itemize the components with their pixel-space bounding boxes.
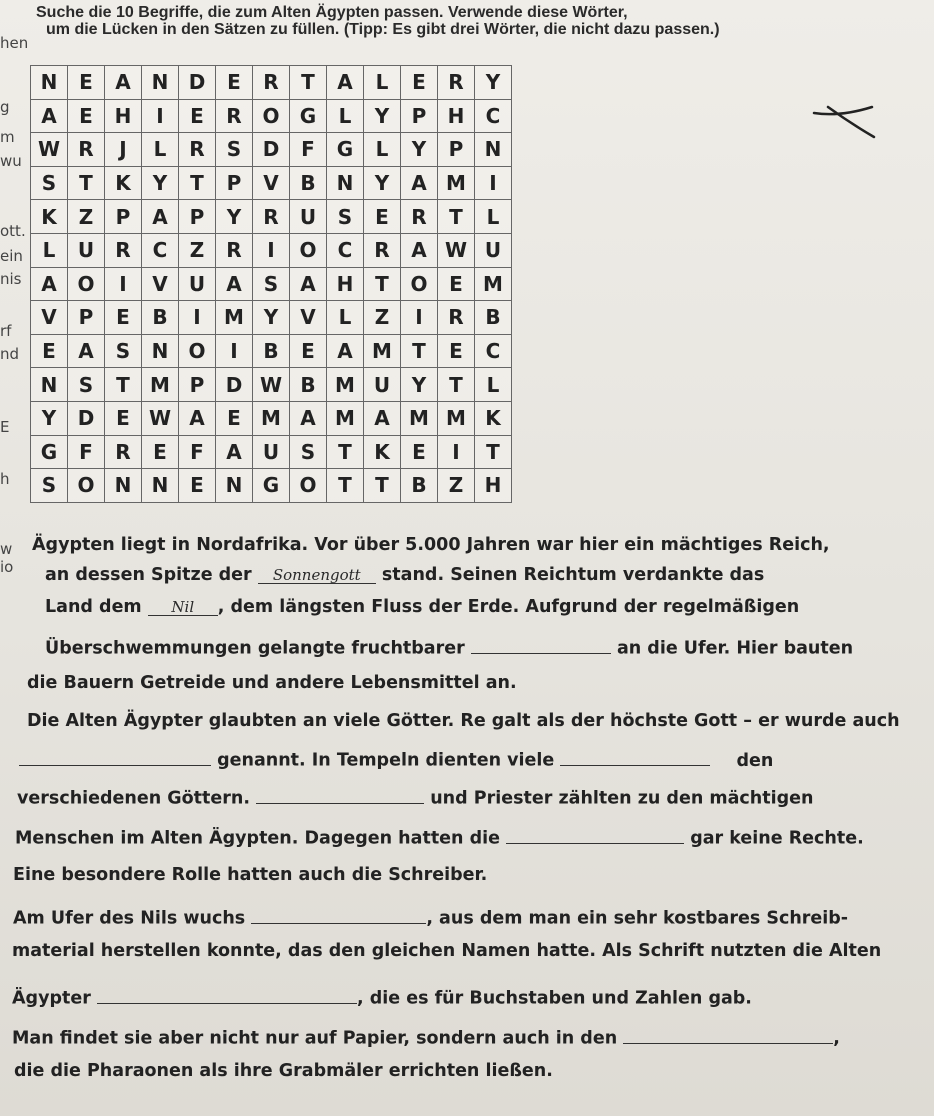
grid-letter-cell[interactable]: E	[179, 100, 216, 134]
grid-letter-cell[interactable]: R	[105, 436, 142, 470]
margin-fragment: w	[0, 540, 13, 558]
sentence: material herstellen konnte, das den gleichen Namen hatte. Als Schrift nutzten die Alten	[12, 941, 882, 961]
grid-letter-cell[interactable]: W	[438, 234, 475, 268]
grid-letter-cell[interactable]: E	[290, 335, 327, 369]
blank-field[interactable]	[256, 785, 424, 804]
sentence: , dem längsten Fluss der Erde. Aufgrund der regelmäßigen	[217, 597, 800, 617]
sentence: die die Pharaonen als ihre Grabmäler errichten ließen.	[14, 1061, 553, 1081]
grid-letter-cell[interactable]: I	[438, 436, 475, 470]
grid-letter-cell[interactable]: I	[253, 234, 290, 268]
grid-letter-cell[interactable]: I	[216, 335, 253, 369]
sentence: verschiedenen Göttern.	[17, 788, 251, 809]
grid-letter-cell[interactable]: N	[142, 469, 179, 503]
grid-letter-cell[interactable]: N	[216, 469, 253, 503]
grid-letter-cell[interactable]: W	[142, 402, 179, 436]
grid-letter-cell[interactable]: Y	[253, 301, 290, 335]
grid-letter-cell[interactable]: Y	[216, 200, 253, 234]
grid-letter-cell[interactable]: O	[68, 469, 105, 503]
grid-letter-cell[interactable]: N	[142, 335, 179, 369]
grid-letter-cell[interactable]: A	[401, 234, 438, 268]
grid-letter-cell[interactable]: Y	[31, 402, 68, 436]
blank-field[interactable]	[506, 825, 684, 844]
sentence: Menschen im Alten Ägypten. Dagegen hatten die	[15, 828, 500, 849]
margin-fragment: hen	[0, 34, 29, 52]
sentence: Eine besondere Rolle hatten auch die Schreiber.	[13, 865, 488, 885]
grid-letter-cell[interactable]: B	[253, 335, 290, 369]
grid-letter-cell[interactable]: F	[290, 133, 327, 167]
grid-letter-cell[interactable]: N	[142, 66, 179, 100]
grid-letter-cell[interactable]: R	[68, 133, 105, 167]
grid-letter-cell[interactable]: S	[253, 268, 290, 302]
grid-letter-cell[interactable]: O	[290, 234, 327, 268]
grid-letter-cell[interactable]: A	[327, 335, 364, 369]
grid-letter-cell[interactable]: T	[438, 368, 475, 402]
grid-letter-cell[interactable]: P	[438, 133, 475, 167]
text-line-1	[32, 535, 830, 555]
text-line-10	[13, 865, 487, 885]
grid-letter-cell[interactable]: P	[68, 301, 105, 335]
instructions	[36, 4, 916, 38]
grid-letter-cell[interactable]: V	[142, 268, 179, 302]
grid-letter-cell[interactable]: E	[438, 268, 475, 302]
grid-letter-cell[interactable]: S	[31, 167, 68, 201]
grid-letter-cell[interactable]: Y	[142, 167, 179, 201]
grid-letter-cell[interactable]: R	[179, 133, 216, 167]
grid-letter-cell[interactable]: S	[290, 436, 327, 470]
grid-letter-cell[interactable]: D	[68, 402, 105, 436]
grid-letter-cell[interactable]: V	[290, 301, 327, 335]
grid-letter-cell[interactable]: U	[290, 200, 327, 234]
grid-letter-cell[interactable]: E	[179, 469, 216, 503]
grid-letter-cell[interactable]: O	[179, 335, 216, 369]
grid-letter-cell[interactable]: A	[216, 436, 253, 470]
margin-fragment: nis	[0, 270, 22, 288]
grid-letter-cell[interactable]: C	[327, 234, 364, 268]
grid-letter-cell[interactable]: O	[290, 469, 327, 503]
grid-letter-cell[interactable]: A	[142, 200, 179, 234]
text-line-12	[12, 941, 881, 961]
grid-letter-cell[interactable]: J	[105, 133, 142, 167]
text-line-2	[45, 565, 764, 585]
grid-letter-cell[interactable]: L	[31, 234, 68, 268]
blank-answer-filled[interactable]: Sonnengott	[258, 568, 376, 584]
grid-letter-cell[interactable]: C	[475, 335, 512, 369]
grid-letter-cell[interactable]: H	[475, 469, 512, 503]
sentence: und Priester zählten zu den mächtigen	[430, 788, 814, 809]
margin-fragment: g	[0, 98, 10, 116]
text-line-5	[27, 673, 517, 693]
blank-field[interactable]	[560, 747, 710, 766]
grid-letter-cell[interactable]: M	[364, 335, 401, 369]
grid-letter-cell[interactable]: N	[105, 469, 142, 503]
grid-letter-cell[interactable]: O	[401, 268, 438, 302]
sentence: gar keine Rechte.	[690, 828, 864, 849]
grid-letter-cell[interactable]: G	[290, 100, 327, 134]
text-line-7	[19, 747, 773, 771]
sentence: , aus dem man ein sehr kostbares Schreib-	[426, 908, 849, 929]
grid-letter-cell[interactable]: L	[475, 368, 512, 402]
grid-letter-cell[interactable]: K	[364, 436, 401, 470]
text-line-14	[12, 1025, 840, 1049]
grid-letter-cell[interactable]: Z	[364, 301, 401, 335]
grid-letter-cell[interactable]: P	[179, 200, 216, 234]
grid-letter-cell[interactable]: A	[179, 402, 216, 436]
grid-letter-cell[interactable]: Y	[401, 368, 438, 402]
grid-letter-cell[interactable]: A	[364, 402, 401, 436]
grid-letter-cell[interactable]: E	[216, 66, 253, 100]
grid-letter-cell[interactable]: A	[105, 66, 142, 100]
sentence: Ägypter	[12, 988, 91, 1009]
grid-letter-cell[interactable]: Y	[364, 167, 401, 201]
grid-letter-cell[interactable]: A	[327, 66, 364, 100]
margin-fragment: rf	[0, 322, 12, 340]
grid-letter-cell[interactable]: S	[105, 335, 142, 369]
sentence: ,	[833, 1028, 840, 1049]
sentence: Die Alten Ägypter glaubten an viele Götter. Re galt als der höchste Gott – er wurde auch	[27, 711, 900, 731]
margin-fragment: wu	[0, 152, 22, 170]
text-line-9	[15, 825, 864, 849]
grid-letter-cell[interactable]: P	[216, 167, 253, 201]
sentence: genannt. In Tempeln dienten viele	[217, 750, 555, 771]
margin-fragment: nd	[0, 345, 20, 363]
sentence: , die es für Buchstaben und Zahlen gab.	[356, 988, 752, 1009]
grid-letter-cell[interactable]: Z	[179, 234, 216, 268]
grid-letter-cell[interactable]: R	[364, 234, 401, 268]
grid-letter-cell[interactable]: H	[327, 268, 364, 302]
instructions-line-2: um die Lücken in den Sätzen zu füllen. (Tipp: Es gibt drei Wörter, die nicht dazu passen.)	[46, 21, 720, 38]
grid-letter-cell[interactable]: F	[68, 436, 105, 470]
grid-letter-cell[interactable]: C	[475, 100, 512, 134]
grid-letter-cell[interactable]: P	[179, 368, 216, 402]
grid-letter-cell[interactable]: Y	[475, 66, 512, 100]
text-line-8	[17, 785, 813, 809]
grid-letter-cell[interactable]: M	[327, 368, 364, 402]
margin-fragment: io	[0, 558, 14, 576]
sentence: an dessen Spitze der	[45, 565, 252, 585]
grid-letter-cell[interactable]: E	[401, 436, 438, 470]
grid-letter-cell[interactable]: L	[475, 200, 512, 234]
grid-letter-cell[interactable]: U	[253, 436, 290, 470]
grid-letter-cell[interactable]: L	[364, 133, 401, 167]
grid-letter-cell[interactable]: T	[105, 368, 142, 402]
sentence: an die Ufer. Hier bauten	[616, 638, 854, 659]
grid-letter-cell[interactable]: T	[364, 268, 401, 302]
grid-letter-cell[interactable]: G	[327, 133, 364, 167]
margin-fragment: E	[0, 418, 10, 436]
margin-fragment: h	[0, 470, 10, 488]
grid-letter-cell[interactable]: T	[68, 167, 105, 201]
grid-letter-cell[interactable]: T	[364, 469, 401, 503]
grid-letter-cell[interactable]: K	[105, 167, 142, 201]
grid-letter-cell[interactable]: D	[179, 66, 216, 100]
grid-letter-cell[interactable]: I	[179, 301, 216, 335]
sentence: Ägypten liegt in Nordafrika. Vor über 5.000 Jahren war hier ein mächtiges Reich,	[32, 535, 830, 555]
grid-letter-cell[interactable]: E	[401, 66, 438, 100]
grid-letter-cell[interactable]: U	[179, 268, 216, 302]
grid-letter-cell[interactable]: E	[31, 335, 68, 369]
grid-letter-cell[interactable]: C	[142, 234, 179, 268]
grid-letter-cell[interactable]: B	[290, 368, 327, 402]
grid-letter-cell[interactable]: S	[68, 368, 105, 402]
grid-letter-cell[interactable]: E	[216, 402, 253, 436]
grid-letter-cell[interactable]: N	[475, 133, 512, 167]
grid-letter-cell[interactable]: R	[216, 100, 253, 134]
grid-letter-cell[interactable]: G	[253, 469, 290, 503]
text-line-4	[45, 635, 853, 659]
grid-letter-cell[interactable]: P	[105, 200, 142, 234]
grid-letter-cell[interactable]: D	[253, 133, 290, 167]
margin-fragment: ott.	[0, 222, 26, 240]
grid-letter-cell[interactable]: L	[327, 100, 364, 134]
grid-letter-cell[interactable]: T	[179, 167, 216, 201]
sentence: den	[736, 750, 774, 771]
grid-letter-cell[interactable]: S	[31, 469, 68, 503]
grid-letter-cell[interactable]: Z	[68, 200, 105, 234]
grid-letter-cell[interactable]: A	[216, 268, 253, 302]
grid-letter-cell[interactable]: R	[438, 301, 475, 335]
grid-letter-cell[interactable]: M	[216, 301, 253, 335]
grid-letter-cell[interactable]: U	[68, 234, 105, 268]
grid-letter-cell[interactable]: R	[216, 234, 253, 268]
grid-letter-cell[interactable]: E	[68, 66, 105, 100]
grid-letter-cell[interactable]: I	[142, 100, 179, 134]
grid-letter-cell[interactable]: G	[31, 436, 68, 470]
text-line-15	[14, 1061, 553, 1081]
grid-letter-cell[interactable]: A	[68, 335, 105, 369]
grid-letter-cell[interactable]: M	[142, 368, 179, 402]
grid-letter-cell[interactable]: E	[142, 436, 179, 470]
grid-letter-cell[interactable]: B	[401, 469, 438, 503]
grid-letter-cell[interactable]: T	[438, 200, 475, 234]
sentence: Man findet sie aber nicht nur auf Papier, sondern auch in den	[12, 1028, 618, 1049]
sentence: Überschwemmungen gelangte fruchtbarer	[45, 638, 465, 659]
pen-stroke-mark	[810, 105, 878, 139]
word-search-grid	[30, 65, 512, 503]
grid-letter-cell[interactable]: N	[31, 368, 68, 402]
grid-letter-cell[interactable]: T	[327, 469, 364, 503]
grid-letter-cell[interactable]: Z	[438, 469, 475, 503]
grid-letter-cell[interactable]: O	[68, 268, 105, 302]
grid-letter-cell[interactable]: H	[105, 100, 142, 134]
grid-letter-cell[interactable]: T	[327, 436, 364, 470]
grid-letter-cell[interactable]: A	[31, 268, 68, 302]
sentence: stand. Seinen Reichtum verdankte das	[381, 565, 765, 585]
grid-letter-cell[interactable]: F	[179, 436, 216, 470]
grid-letter-cell[interactable]: K	[475, 402, 512, 436]
grid-letter-cell[interactable]: T	[401, 335, 438, 369]
blank-answer-filled[interactable]: Nil	[148, 600, 218, 616]
grid-letter-cell[interactable]: A	[31, 100, 68, 134]
grid-letter-cell[interactable]: V	[31, 301, 68, 335]
grid-letter-cell[interactable]: R	[401, 200, 438, 234]
margin-fragment: m	[0, 128, 15, 146]
sentence: Am Ufer des Nils wuchs	[13, 908, 246, 929]
grid-letter-cell[interactable]: M	[401, 402, 438, 436]
grid-letter-cell[interactable]: W	[31, 133, 68, 167]
grid-letter-cell[interactable]: M	[253, 402, 290, 436]
grid-letter-cell[interactable]: I	[475, 167, 512, 201]
grid-letter-cell[interactable]: M	[327, 402, 364, 436]
text-line-13	[12, 985, 752, 1009]
grid-letter-cell[interactable]: R	[105, 234, 142, 268]
grid-letter-cell[interactable]: B	[475, 301, 512, 335]
grid-letter-cell[interactable]: U	[475, 234, 512, 268]
grid-letter-cell[interactable]: T	[290, 66, 327, 100]
grid-letter-cell[interactable]: E	[364, 200, 401, 234]
grid-letter-cell[interactable]: B	[142, 301, 179, 335]
text-line-11	[13, 905, 848, 929]
grid-letter-cell[interactable]: H	[438, 100, 475, 134]
blank-field[interactable]	[623, 1025, 833, 1044]
grid-letter-cell[interactable]: R	[438, 66, 475, 100]
blank-field[interactable]	[97, 985, 357, 1004]
grid-letter-cell[interactable]: E	[105, 402, 142, 436]
grid-letter-cell[interactable]: L	[142, 133, 179, 167]
blank-field[interactable]	[251, 905, 426, 924]
grid-letter-cell[interactable]: K	[31, 200, 68, 234]
grid-letter-cell[interactable]: R	[253, 66, 290, 100]
grid-letter-cell[interactable]: S	[327, 200, 364, 234]
sentence: die Bauern Getreide und andere Lebensmittel an.	[27, 673, 517, 693]
grid-letter-cell[interactable]: M	[438, 402, 475, 436]
grid-letter-cell[interactable]: N	[31, 66, 68, 100]
grid-letter-cell[interactable]: S	[216, 133, 253, 167]
grid-letter-cell[interactable]: R	[253, 200, 290, 234]
grid-letter-cell[interactable]: B	[290, 167, 327, 201]
grid-letter-cell[interactable]: D	[216, 368, 253, 402]
grid-letter-cell[interactable]: E	[438, 335, 475, 369]
grid-letter-cell[interactable]: E	[68, 100, 105, 134]
grid-letter-cell[interactable]: L	[327, 301, 364, 335]
grid-letter-cell[interactable]: Y	[364, 100, 401, 134]
grid-letter-cell[interactable]: A	[401, 167, 438, 201]
grid-letter-cell[interactable]: M	[475, 268, 512, 302]
grid-letter-cell[interactable]: M	[438, 167, 475, 201]
text-line-6	[27, 711, 900, 731]
grid-letter-cell[interactable]: I	[105, 268, 142, 302]
grid-letter-cell[interactable]: P	[401, 100, 438, 134]
grid-letter-cell[interactable]: O	[253, 100, 290, 134]
grid-letter-cell[interactable]: I	[401, 301, 438, 335]
grid-letter-cell[interactable]: Y	[401, 133, 438, 167]
blank-field[interactable]	[19, 747, 211, 766]
grid-letter-cell[interactable]: T	[475, 436, 512, 470]
grid-letter-cell[interactable]: W	[253, 368, 290, 402]
grid-letter-cell[interactable]: V	[253, 167, 290, 201]
grid-letter-cell[interactable]: N	[327, 167, 364, 201]
grid-letter-cell[interactable]: U	[364, 368, 401, 402]
grid-letter-cell[interactable]: E	[105, 301, 142, 335]
grid-letter-cell[interactable]: L	[364, 66, 401, 100]
grid-letter-cell[interactable]: A	[290, 268, 327, 302]
sentence: Land dem	[45, 597, 142, 617]
instructions-line-1: Suche die 10 Begriffe, die zum Alten Ägypten passen. Verwende diese Wörter,	[36, 4, 628, 21]
text-line-3	[45, 597, 799, 617]
grid-letter-cell[interactable]: A	[290, 402, 327, 436]
margin-fragment: ein	[0, 247, 23, 265]
blank-field[interactable]	[471, 635, 611, 654]
